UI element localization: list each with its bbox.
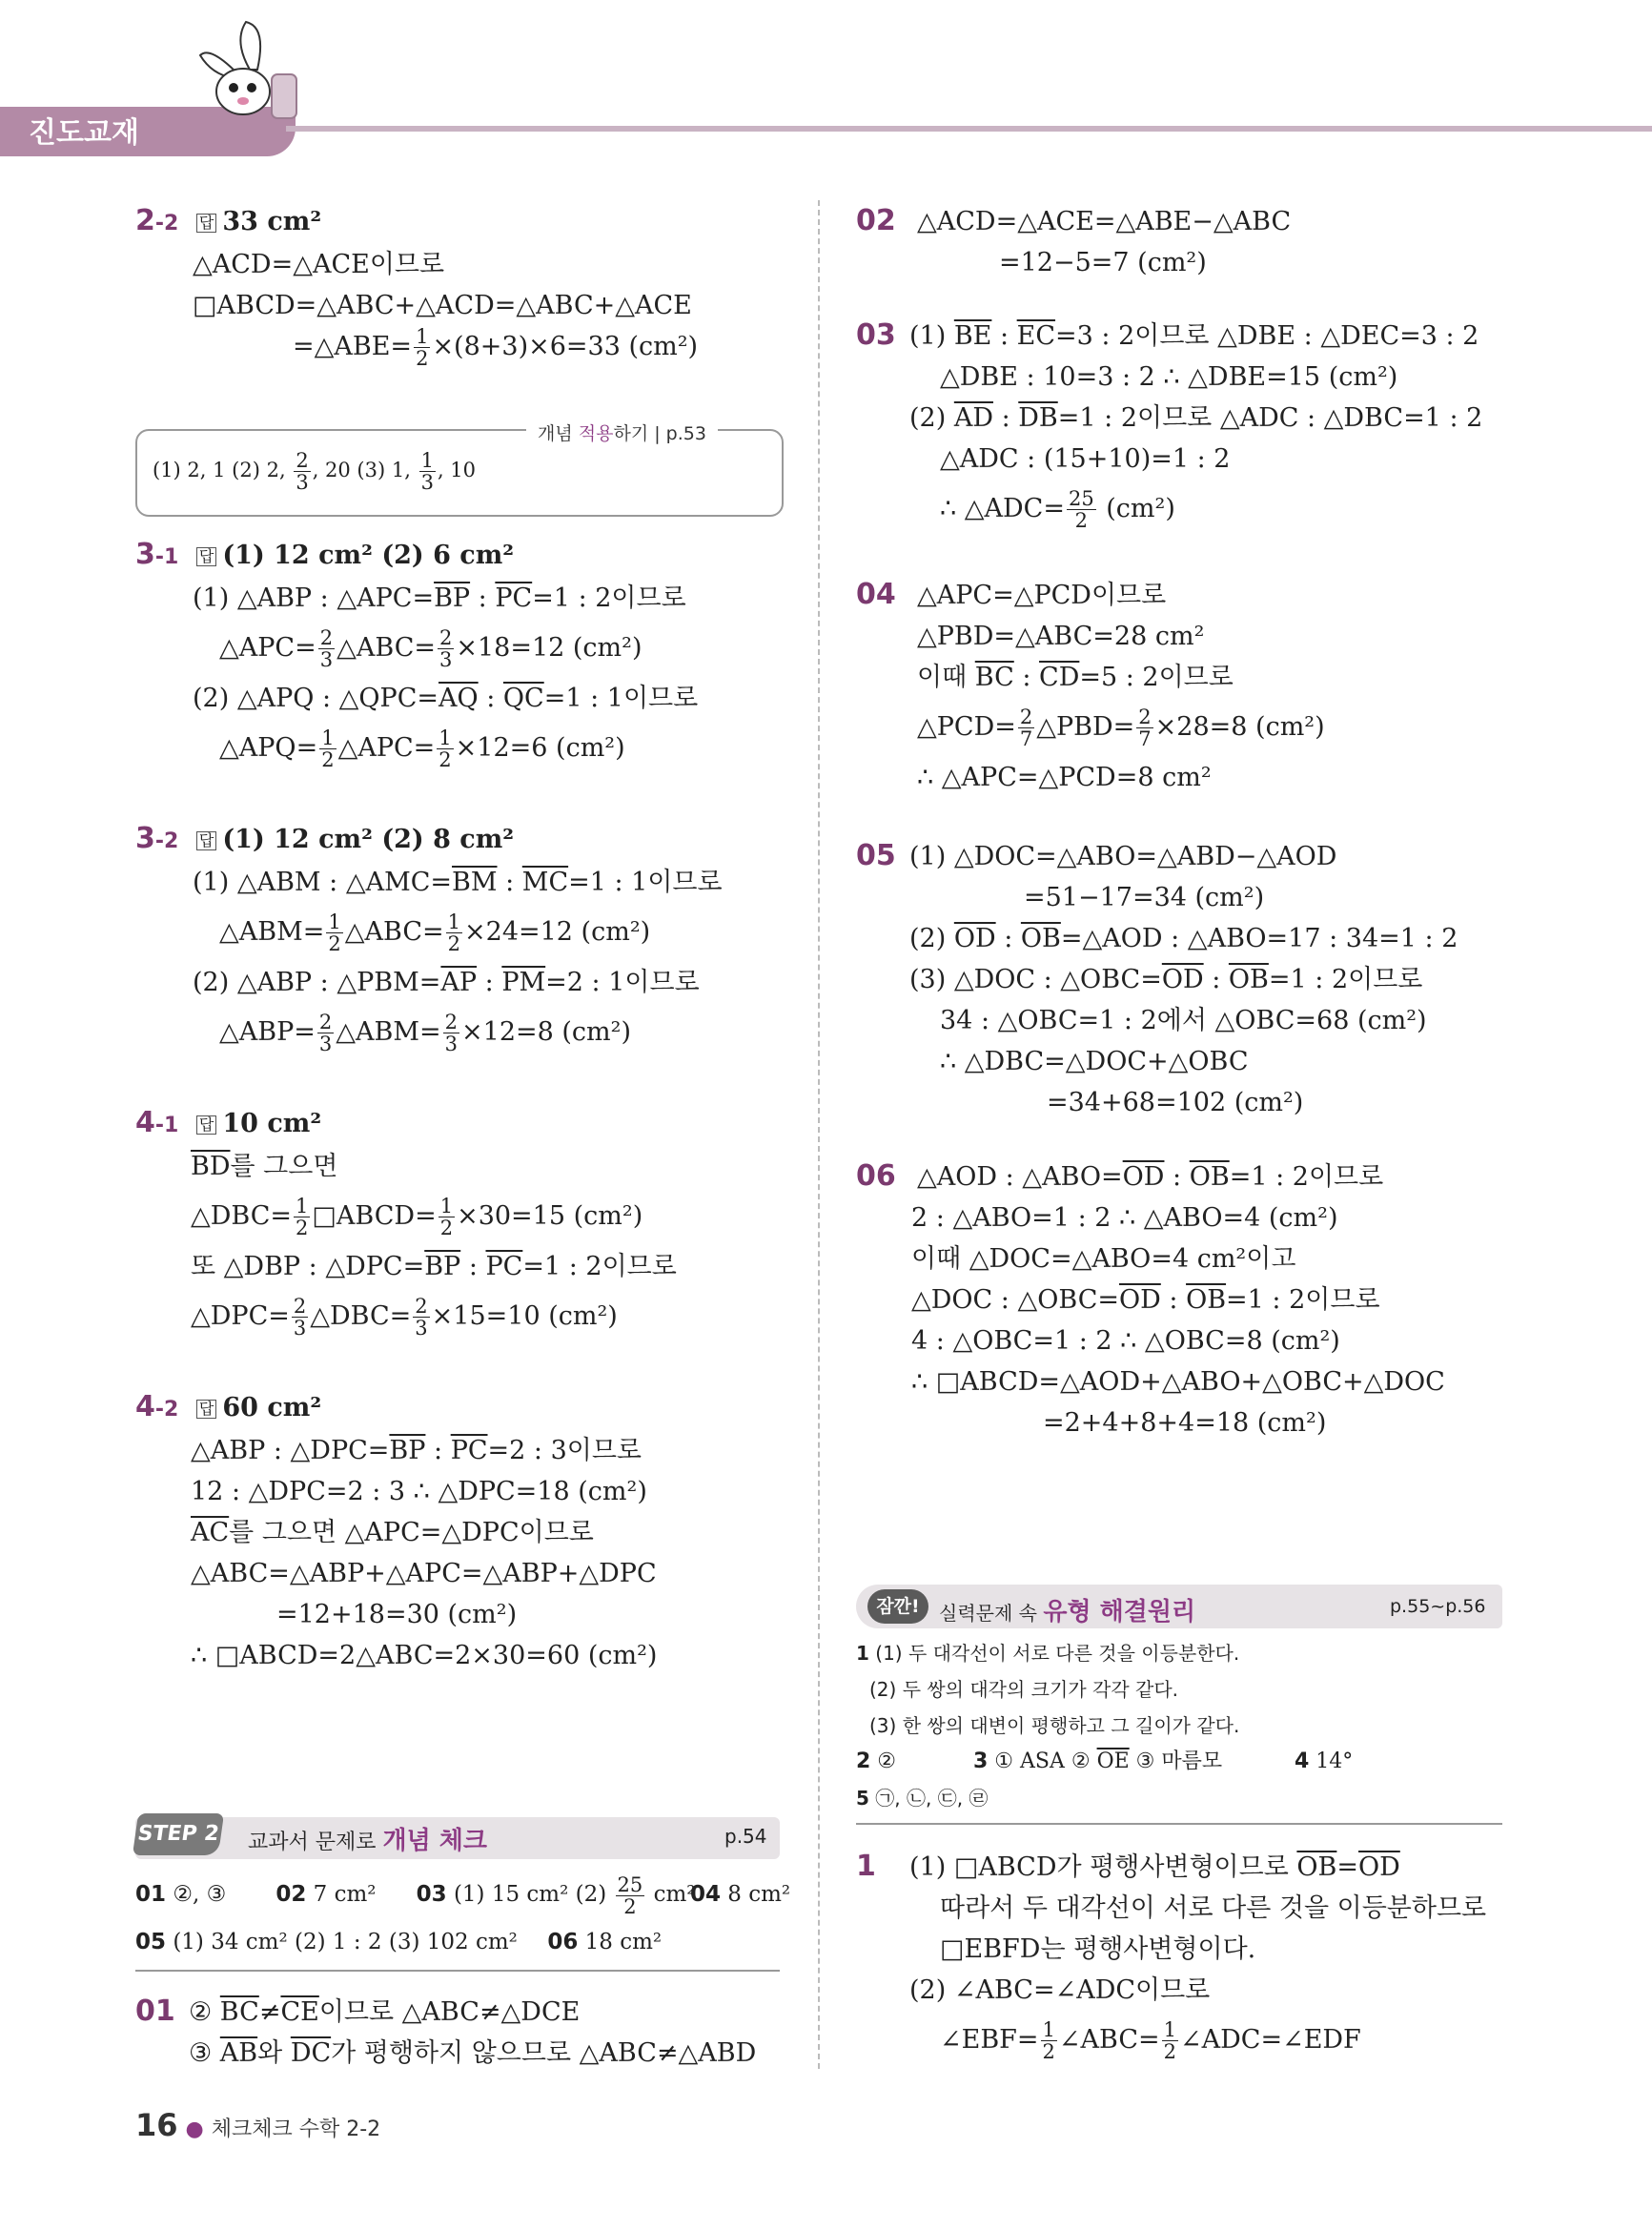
- solution-line: △DOC : $\triangle OBC=\overline{OD}$ : $\overline{OB}=1$ : 2이므로: [911, 1285, 1380, 1315]
- step2-page-ref: p.54: [724, 1825, 767, 1848]
- solution-line: 이때 $\overline{BC}$ : $\overline{CD}=5$ : 2이므로: [917, 663, 1234, 692]
- solution-line: ∠EBF= $\frac{1}{2}$ ∠ABC= $\frac{1}{2}$ ∠ADC=∠EDF: [940, 2018, 1361, 2063]
- divider: [135, 1970, 780, 1972]
- problem-number: 04: [856, 578, 896, 611]
- solution-line: 34 : △OBC=1 : 2에서 △OBC=68 (cm²): [940, 1006, 1427, 1035]
- solution-line: △ABP= $\frac{2}{3}$ △ABM= $\frac{2}{3}$ ×12=8 (cm²): [219, 1011, 632, 1055]
- solution-line: △DBE : 10=3 : 2 ∴ △DBE=15 (cm²): [940, 362, 1398, 392]
- solution-line: ③ $\overline{AB}$와 $\overline{DC}$가 평행하지 않으므로 △ABC≠△ABD: [189, 2038, 757, 2068]
- page-number: 16: [135, 2107, 178, 2143]
- solution-line: △AOD : $\triangle ABO=\overline{OD}$ : $\overline{OB}=1$ : 2이므로: [917, 1162, 1384, 1192]
- bullet-icon: ●: [185, 2117, 204, 2141]
- problem-3-2: [135, 818, 723, 1062]
- answer: 10 cm²: [222, 1109, 322, 1138]
- solution-line: ∴ △DBC=△DOC+△OBC: [940, 1047, 1249, 1076]
- solution-line: (2) △APQ : $\triangle QPC=\overline{AQ}$ : $\overline{QC}=1$ : 1이므로: [193, 684, 699, 713]
- solution-line: (2) $\overline{OD}$ : $\overline{OB}=\triangle AOD$ : △ABO=17 : 34=1 : 2: [909, 924, 1458, 953]
- solution-line: $\overline{AC}$를 그으면 △APC=△DPC이므로: [191, 1518, 594, 1547]
- solution-line: △PCD= $\frac{2}{7}$ △PBD= $\frac{2}{7}$ ×28=8 (cm²): [917, 706, 1325, 750]
- step2-answer-list: [135, 1871, 791, 1966]
- solution-line: △ABP : $\triangle DPC=\overline{BP}$ : $\overline{PC}=2$ : 3이므로: [191, 1436, 642, 1465]
- fraction: $\frac{1}{2}$: [416, 325, 429, 370]
- problem-number: 1: [856, 1850, 876, 1883]
- problem-number: 02: [856, 204, 896, 237]
- solution-line: △ABC=△ABP+△APC=△ABP+△DPC: [191, 1559, 657, 1588]
- solution-line: 12 : △DPC=2 : 3 ∴ △DPC=18 (cm²): [191, 1477, 647, 1506]
- problem-number: 3-1: [135, 538, 179, 571]
- problem-number: 4-1: [135, 1106, 179, 1139]
- solution-line: △ABM= $\frac{1}{2}$ △ABC= $\frac{1}{2}$ ×24=12 (cm²): [219, 910, 651, 955]
- solution-line: ∴ □ABCD=2△ABC=2×30=60 (cm²): [191, 1641, 658, 1670]
- problem-1: [856, 1846, 1486, 2070]
- problem-04: [856, 574, 1325, 798]
- solution-line: ∴ △APC=△PCD=8 cm²: [917, 763, 1212, 792]
- concept-apply-answers: (1) 2, 1 (2) 2, $\frac{2}{3}$ , 20 (3) 1, $\frac{1}{3}$ , 10: [153, 449, 477, 494]
- solution-line: $\overline{BD}$를 그으면: [191, 1152, 338, 1181]
- solution-line: (2) ∠ABC=∠ADC이므로: [909, 1975, 1211, 2005]
- tip-badge: 잠깐!: [867, 1589, 928, 1624]
- solution-line: ② $\overline{BC}\ne\overline{CE}$이므로 △ABC≠△DCE: [189, 1997, 581, 2027]
- step2-answer: 06 18 cm²: [547, 1930, 663, 1954]
- problem-03: [856, 315, 1482, 539]
- solution-line: (1) △DOC=△ABO=△ABD−△AOD: [909, 842, 1337, 871]
- solution-line: △APQ= $\frac{1}{2}$ △APC= $\frac{1}{2}$ ×12=6 (cm²): [219, 726, 625, 771]
- book-title: 체크체크 수학 2-2: [211, 2117, 381, 2141]
- answer-mark: 답: [196, 1115, 216, 1135]
- answer: 60 cm²: [222, 1393, 322, 1422]
- solution-line: 2 : △ABO=1 : 2 ∴ △ABO=4 (cm²): [911, 1203, 1338, 1233]
- answer: (1) 12 cm² (2) 6 cm²: [222, 541, 515, 570]
- solution-line: (1) △ABM : $\triangle AMC=\overline{BM}$ : $\overline{MC}=1$ : 1이므로: [193, 868, 723, 897]
- solution-line: 따라서 두 대각선이 서로 다른 것을 이등분하므로: [940, 1893, 1487, 1923]
- problem-number: 01: [135, 1995, 175, 2028]
- solution-line: (3) △DOC : $\triangle OBC=\overline{OD}$ : $\overline{OB}=1$ : 2이므로: [909, 965, 1423, 994]
- tip-page-ref: p.55~p.56: [1390, 1596, 1486, 1617]
- solution-line: ∴ □ABCD=△AOD+△ABO+△OBC+△DOC: [911, 1367, 1445, 1397]
- answer-mark: 답: [196, 1400, 216, 1419]
- problem-01: [135, 1991, 756, 2074]
- answer: (1) 12 cm² (2) 8 cm²: [222, 825, 515, 854]
- answer-mark: 답: [196, 831, 216, 850]
- solution-line: △APC= $\frac{2}{3}$ △ABC= $\frac{2}{3}$ ×18=12 (cm²): [219, 626, 642, 671]
- solution-line: (1) □ABCD가 평행사변형이므로 $\overline{OB}=\overline{OD}$: [909, 1852, 1400, 1882]
- solution-line: (2) △ABP : $\triangle PBM=\overline{AP}$ : $\overline{PM}=2$ : 1이므로: [193, 968, 700, 997]
- solution-line: =2+4+8+4=18 (cm²): [1043, 1408, 1327, 1438]
- solution-line: (1) $\overline{BE}$ : $\overline{EC}=3$ : 2이므로 △DBE : △DEC=3 : 2: [909, 321, 1479, 351]
- problem-02: [856, 200, 1291, 283]
- problem-number: 3-2: [135, 822, 179, 855]
- problem-05: [856, 835, 1458, 1123]
- answer-mark: 답: [196, 214, 216, 233]
- problem-3-1: [135, 534, 698, 778]
- answer: 33 cm²: [222, 207, 322, 236]
- page-footer: [135, 2107, 380, 2143]
- solution-line: ∴ △ADC= $\frac{25}{2}$ (cm²): [940, 487, 1175, 532]
- problem-number: 2-2: [135, 204, 179, 237]
- problem-number: 05: [856, 839, 896, 872]
- solution-line: △ACD=△ACE이므로: [193, 250, 445, 279]
- problem-2-2: [135, 200, 698, 369]
- solution-line: □ABCD=△ABC+△ACD=△ABC+△ACE: [193, 291, 692, 320]
- step2-answer: 01 ②, ③: [135, 1882, 227, 1907]
- rabbit-mascot-icon: [191, 17, 305, 122]
- column-divider: [818, 200, 820, 2069]
- problem-number: 03: [856, 318, 896, 352]
- step2-answer: 03 (1) 15 cm² (2) $\frac{25}{2}$ cm²: [416, 1872, 696, 1918]
- solution-line: =12+18=30 (cm²): [276, 1600, 518, 1629]
- step2-title: 교과서 문제로 개념 체크: [248, 1827, 488, 1855]
- step2-badge: STEP 2: [133, 1813, 224, 1855]
- step2-answer: 05 (1) 34 cm² (2) 1 : 2 (3) 102 cm²: [135, 1930, 518, 1954]
- tip-title: 실력문제 속 유형 해결원리: [939, 1598, 1196, 1626]
- solution-line: (1) △ABP : $\triangle APC=\overline{BP}$ : $\overline{PC}=1$ : 2이므로: [193, 583, 686, 613]
- solution-line: =12−5=7 (cm²): [999, 248, 1207, 277]
- step2-answer: 04 8 cm²: [689, 1882, 791, 1907]
- header-title: 진도교재: [29, 116, 139, 150]
- solution-line: (2) $\overline{AD}$ : $\overline{DB}=1$ : 2이므로 △ADC : △DBC=1 : 2: [909, 403, 1483, 433]
- solution-line: =51−17=34 (cm²): [1024, 883, 1265, 912]
- tip-answer-list: 1 (1) 두 대각선이 서로 다른 것을 이등분한다. (2) 두 쌍의 대각의 크기가 각각 같다. (3) 한 쌍의 대변이 평행하고 그 길이가 같다. 2 ② 3 ① ASA ② $\overline{OE}$ ③ 마름모 4 14° 5 ㉠, ㉡, ㉢, ㉣: [856, 1642, 1354, 1810]
- solution-line: △ADC : (15+10)=1 : 2: [940, 444, 1231, 474]
- step2-answer: 02 7 cm²: [275, 1882, 377, 1907]
- solution-line: △APC=△PCD이므로: [917, 581, 1167, 610]
- answer-mark: 답: [196, 547, 216, 566]
- solution-line: △DBC= $\frac{1}{2}$ □ABCD= $\frac{1}{2}$ ×30=15 (cm²): [191, 1195, 643, 1239]
- solution-line: △DPC= $\frac{2}{3}$ △DBC= $\frac{2}{3}$ ×15=10 (cm²): [191, 1295, 618, 1340]
- problem-number: 4-2: [135, 1390, 179, 1423]
- problem-4-1: [135, 1102, 677, 1346]
- problem-06: [856, 1156, 1445, 1443]
- solution-line: =△ABE= $\frac{1}{2}$ ×(8+3)×6=33 (cm²): [293, 325, 699, 370]
- solution-line: △PBD=△ABC=28 cm²: [917, 622, 1205, 651]
- solution-line: =34+68=102 (cm²): [1047, 1088, 1304, 1117]
- solution-line: 또 △DBP : $\triangle DPC=\overline{BP}$ : $\overline{PC}=1$ : 2이므로: [191, 1252, 677, 1281]
- solution-line: 4 : △OBC=1 : 2 ∴ △OBC=8 (cm²): [911, 1326, 1340, 1356]
- concept-apply-label: 개념 적용하기 | p.53: [526, 419, 718, 445]
- problem-4-2: [135, 1386, 657, 1676]
- divider: [856, 1823, 1502, 1825]
- problem-number: 06: [856, 1159, 896, 1193]
- solution-line: □EBFD는 평행사변형이다.: [940, 1934, 1256, 1964]
- solution-line: △ACD=△ACE=△ABE−△ABC: [917, 207, 1292, 236]
- header-rule: [286, 126, 1652, 132]
- solution-line: 이때 △DOC=△ABO=4 cm²이고: [911, 1244, 1296, 1274]
